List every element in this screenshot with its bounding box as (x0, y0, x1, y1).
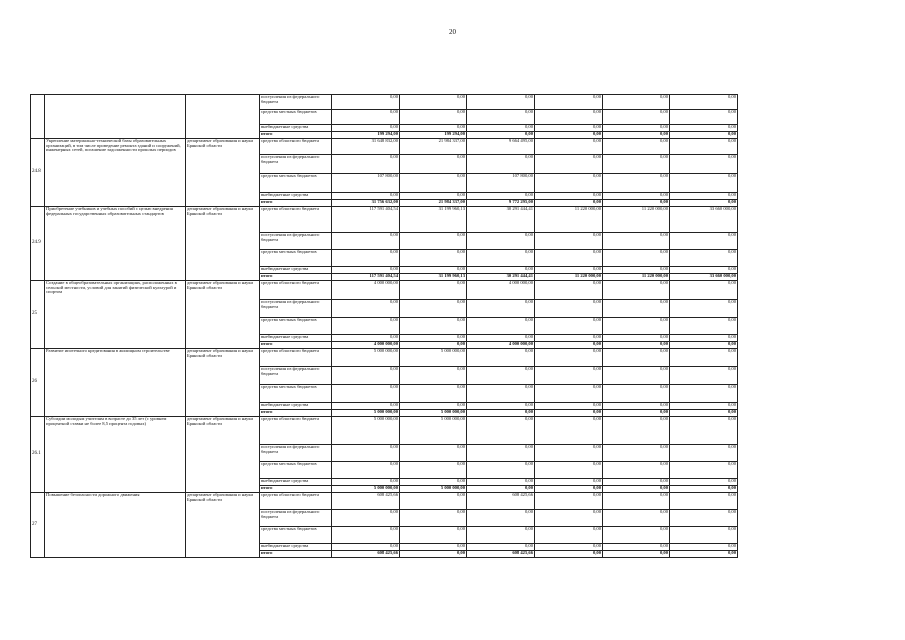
amount-cell: 0,00 (603, 385, 670, 403)
amount-cell: 608 425,66 (332, 551, 400, 558)
amount-cell: 0,00 (467, 410, 535, 417)
item-number: 25 (31, 281, 45, 349)
table-row (31, 281, 738, 300)
amount-cell: 0,00 (535, 493, 603, 510)
amount-cell: 5 000 000,00 (400, 486, 467, 493)
funding-source: внебюджетные средства (260, 544, 332, 551)
amount-cell: 0,00 (603, 281, 670, 300)
amount-cell: 0,00 (332, 403, 400, 410)
funding-source: итого (260, 486, 332, 493)
amount-cell: 0,00 (670, 300, 738, 318)
amount-cell: 0,00 (332, 95, 400, 110)
amount-cell: 0,00 (332, 155, 400, 174)
page-number: 20 (449, 28, 456, 36)
amount-cell: 0,00 (603, 174, 670, 193)
amount-cell: 0,00 (332, 544, 400, 551)
amount-cell: 0,00 (670, 200, 738, 207)
amount-cell: 0,00 (467, 349, 535, 367)
amount-cell: 9 772 295,00 (467, 200, 535, 207)
amount-cell: 0,00 (603, 95, 670, 110)
amount-cell: 0,00 (535, 410, 603, 417)
funding-source: внебюджетные средства (260, 267, 332, 274)
amount-cell: 0,00 (400, 233, 467, 250)
funding-source: итого (260, 274, 332, 281)
amount-cell: 0,00 (467, 318, 535, 335)
amount-cell: 0,00 (670, 267, 738, 274)
amount-cell: 4 000 000,00 (467, 281, 535, 300)
item-description: Приобретение учебников и учебных пособий с целью внедрения федеральных государственных образовательных стандартов (45, 207, 186, 281)
amount-cell: 0,00 (400, 367, 467, 385)
amount-cell: 0,00 (332, 125, 400, 132)
amount-cell: 0,00 (603, 335, 670, 342)
amount-cell: 0,00 (467, 510, 535, 527)
amount-cell: 0,00 (467, 445, 535, 462)
amount-cell: 0,00 (400, 462, 467, 479)
funding-source: поступления из федерального бюджета (260, 233, 332, 250)
amount-cell: 0,00 (467, 479, 535, 486)
amount-cell: 0,00 (535, 318, 603, 335)
amount-cell: 0,00 (400, 267, 467, 274)
amount-cell: 0,00 (535, 385, 603, 403)
funding-source: итого (260, 342, 332, 349)
amount-cell: 0,00 (535, 510, 603, 527)
item-description: Укрепление материально-технической базы образовательных организаций, в том числе проведение ремонта зданий и сооружений, инженерных сетей, погашение задолженности прошлых периодов (45, 139, 186, 207)
amount-cell: 117 591 404,54 (332, 207, 400, 233)
amount-cell: 0,00 (670, 462, 738, 479)
amount-cell: 0,00 (670, 510, 738, 527)
amount-cell: 0,00 (400, 479, 467, 486)
amount-cell: 11 220 000,00 (603, 207, 670, 233)
amount-cell: 0,00 (400, 342, 467, 349)
amount-cell: 0,00 (535, 349, 603, 367)
amount-cell: 0,00 (535, 342, 603, 349)
amount-cell: 0,00 (670, 342, 738, 349)
amount-cell: 0,00 (467, 250, 535, 267)
amount-cell: 0,00 (603, 479, 670, 486)
amount-cell: 33 660 000,00 (670, 207, 738, 233)
item-description: Субсидии молодым учителям в возрасте до 35 лет (с уровнем процентной ставки не более 8,5 процента годовых) (45, 417, 186, 493)
funding-source: поступления из федерального бюджета (260, 300, 332, 318)
amount-cell: 0,00 (467, 486, 535, 493)
amount-cell: 0,00 (535, 267, 603, 274)
amount-cell: 0,00 (400, 551, 467, 558)
amount-cell: 0,00 (535, 125, 603, 132)
funding-source: средства областного бюджета (260, 207, 332, 233)
amount-cell: 21 984 337,00 (400, 139, 467, 155)
amount-cell: 0,00 (332, 300, 400, 318)
amount-cell: 0,00 (332, 318, 400, 335)
amount-cell: 0,00 (535, 367, 603, 385)
amount-cell: 0,00 (467, 300, 535, 318)
amount-cell: 0,00 (535, 281, 603, 300)
amount-cell: 0,00 (670, 250, 738, 267)
amount-cell: 0,00 (400, 174, 467, 193)
amount-cell: 0,00 (603, 403, 670, 410)
item-description: Повышение безопасности дорожного движения (45, 493, 186, 558)
amount-cell: 0,00 (535, 335, 603, 342)
amount-cell: 0,00 (603, 200, 670, 207)
item-number: 27 (31, 493, 45, 558)
amount-cell: 0,00 (400, 125, 467, 132)
amount-cell: 0,00 (332, 250, 400, 267)
funding-source: средства местных бюджетов (260, 250, 332, 267)
amount-cell: 0,00 (400, 445, 467, 462)
amount-cell: 0,00 (467, 335, 535, 342)
table-row (31, 139, 738, 155)
amount-cell: 0,00 (332, 510, 400, 527)
amount-cell: 4 000 000,00 (332, 281, 400, 300)
amount-cell: 0,00 (535, 250, 603, 267)
amount-cell: 0,00 (603, 300, 670, 318)
amount-cell: 0,00 (670, 318, 738, 335)
amount-cell: 0,00 (400, 95, 467, 110)
amount-cell: 11 220 000,00 (603, 274, 670, 281)
amount-cell: 0,00 (670, 349, 738, 367)
amount-cell: 0,00 (670, 125, 738, 132)
amount-cell: 0,00 (535, 417, 603, 445)
amount-cell: 0,00 (332, 479, 400, 486)
amount-cell: 0,00 (603, 510, 670, 527)
item-description: Развитие ипотечного кредитования в жилищном строительстве (45, 349, 186, 417)
amount-cell: 0,00 (467, 95, 535, 110)
amount-cell: 0,00 (467, 267, 535, 274)
amount-cell: 0,00 (467, 367, 535, 385)
amount-cell: 0,00 (400, 527, 467, 544)
amount-cell: 0,00 (400, 493, 467, 510)
amount-cell: 0,00 (467, 544, 535, 551)
amount-cell: 0,00 (670, 193, 738, 200)
table-row (31, 95, 738, 110)
amount-cell: 0,00 (467, 385, 535, 403)
funding-source: внебюджетные средства (260, 125, 332, 132)
amount-cell: 0,00 (400, 335, 467, 342)
amount-cell: 0,00 (467, 417, 535, 445)
amount-cell: 0,00 (535, 193, 603, 200)
amount-cell: 0,00 (603, 125, 670, 132)
amount-cell: 0,00 (670, 367, 738, 385)
amount-cell: 0,00 (535, 174, 603, 193)
amount-cell: 0,00 (535, 200, 603, 207)
funding-source: итого (260, 132, 332, 139)
amount-cell: 0,00 (670, 155, 738, 174)
amount-cell: 0,00 (603, 250, 670, 267)
amount-cell: 0,00 (670, 403, 738, 410)
amount-cell: 30 291 444,41 (467, 207, 535, 233)
amount-cell: 4 000 000,00 (467, 342, 535, 349)
amount-cell: 199 294,00 (400, 132, 467, 139)
amount-cell: 4 000 000,00 (332, 342, 400, 349)
amount-cell: 0,00 (603, 367, 670, 385)
amount-cell: 5 000 000,00 (400, 349, 467, 367)
amount-cell: 0,00 (603, 410, 670, 417)
amount-cell: 0,00 (603, 349, 670, 367)
amount-cell: 0,00 (400, 155, 467, 174)
amount-cell: 0,00 (535, 110, 603, 125)
amount-cell: 0,00 (670, 139, 738, 155)
amount-cell: 0,00 (400, 250, 467, 267)
amount-cell: 0,00 (332, 193, 400, 200)
amount-cell: 0,00 (467, 462, 535, 479)
amount-cell: 0,00 (603, 318, 670, 335)
funding-source: средства местных бюджетов (260, 110, 332, 125)
amount-cell: 0,00 (400, 403, 467, 410)
amount-cell: 0,00 (535, 233, 603, 250)
amount-cell: 0,00 (670, 110, 738, 125)
amount-cell: 0,00 (332, 110, 400, 125)
table-row (31, 349, 738, 367)
amount-cell: 0,00 (535, 479, 603, 486)
amount-cell: 199 294,00 (332, 132, 400, 139)
amount-cell: 0,00 (603, 139, 670, 155)
amount-cell: 0,00 (400, 385, 467, 403)
funding-source: внебюджетные средства (260, 403, 332, 410)
amount-cell: 0,00 (535, 132, 603, 139)
amount-cell: 0,00 (603, 342, 670, 349)
amount-cell: 0,00 (400, 110, 467, 125)
amount-cell: 5 000 000,00 (400, 417, 467, 445)
amount-cell: 0,00 (467, 193, 535, 200)
amount-cell: 5 000 000,00 (332, 410, 400, 417)
amount-cell: 0,00 (535, 527, 603, 544)
funding-source: средства областного бюджета (260, 417, 332, 445)
amount-cell: 0,00 (467, 527, 535, 544)
amount-cell: 0,00 (603, 132, 670, 139)
amount-cell: 0,00 (670, 486, 738, 493)
amount-cell: 0,00 (535, 445, 603, 462)
amount-cell: 0,00 (400, 281, 467, 300)
amount-cell: 0,00 (535, 139, 603, 155)
funding-source: поступления из федерального бюджета (260, 367, 332, 385)
funding-source: итого (260, 551, 332, 558)
amount-cell: 0,00 (535, 551, 603, 558)
amount-cell: 0,00 (670, 174, 738, 193)
funding-source: поступления из федерального бюджета (260, 510, 332, 527)
funding-source: средства местных бюджетов (260, 527, 332, 544)
amount-cell: 21 984 337,00 (400, 200, 467, 207)
amount-cell: 0,00 (670, 479, 738, 486)
amount-cell: 33 660 000,00 (670, 274, 738, 281)
amount-cell: 0,00 (332, 445, 400, 462)
funding-source: поступления из федерального бюджета (260, 445, 332, 462)
amount-cell: 0,00 (603, 527, 670, 544)
amount-cell: 0,00 (535, 462, 603, 479)
funding-source: внебюджетные средства (260, 193, 332, 200)
amount-cell: 0,00 (400, 318, 467, 335)
amount-cell: 608 425,66 (467, 493, 535, 510)
amount-cell: 117 591 404,54 (332, 274, 400, 281)
amount-cell: 0,00 (603, 110, 670, 125)
amount-cell: 0,00 (670, 493, 738, 510)
amount-cell: 0,00 (603, 417, 670, 445)
amount-cell: 0,00 (400, 544, 467, 551)
amount-cell: 0,00 (535, 403, 603, 410)
amount-cell: 0,00 (603, 551, 670, 558)
amount-cell: 107 800,00 (332, 174, 400, 193)
amount-cell: 31 756 632,00 (332, 200, 400, 207)
funding-source: средства областного бюджета (260, 281, 332, 300)
amount-cell: 0,00 (332, 385, 400, 403)
item-description (45, 95, 186, 139)
amount-cell: 31 199 960,13 (400, 274, 467, 281)
amount-cell: 0,00 (332, 527, 400, 544)
amount-cell: 0,00 (670, 417, 738, 445)
item-number: 26.1 (31, 417, 45, 493)
amount-cell: 0,00 (535, 544, 603, 551)
amount-cell: 5 000 000,00 (332, 486, 400, 493)
amount-cell: 9 664 495,00 (467, 139, 535, 155)
item-number: 24.8 (31, 139, 45, 207)
amount-cell: 0,00 (400, 300, 467, 318)
amount-cell: 0,00 (467, 125, 535, 132)
amount-cell: 0,00 (670, 281, 738, 300)
amount-cell: 0,00 (670, 335, 738, 342)
amount-cell: 0,00 (535, 155, 603, 174)
amount-cell: 0,00 (467, 233, 535, 250)
amount-cell: 0,00 (467, 110, 535, 125)
responsible-department: департамент образования и науки Брянской области (186, 349, 260, 417)
funding-source: итого (260, 410, 332, 417)
funding-source: поступления из федерального бюджета (260, 95, 332, 110)
amount-cell: 30 291 444,41 (467, 274, 535, 281)
funding-source: средства местных бюджетов (260, 462, 332, 479)
amount-cell: 31 199 960,13 (400, 207, 467, 233)
responsible-department: департамент образования и науки Брянской области (186, 139, 260, 207)
amount-cell: 11 220 000,00 (535, 207, 603, 233)
amount-cell: 0,00 (467, 155, 535, 174)
amount-cell: 107 800,00 (467, 174, 535, 193)
amount-cell: 5 000 000,00 (332, 349, 400, 367)
funding-source: средства областного бюджета (260, 139, 332, 155)
item-number: 24.9 (31, 207, 45, 281)
funding-source: поступления из федерального бюджета (260, 155, 332, 174)
item-number (31, 95, 45, 139)
amount-cell: 0,00 (670, 445, 738, 462)
funding-source: итого (260, 200, 332, 207)
amount-cell: 0,00 (535, 95, 603, 110)
amount-cell: 0,00 (670, 527, 738, 544)
amount-cell: 608 425,66 (467, 551, 535, 558)
amount-cell: 0,00 (670, 132, 738, 139)
amount-cell: 0,00 (400, 510, 467, 527)
funding-source: внебюджетные средства (260, 479, 332, 486)
amount-cell: 0,00 (603, 233, 670, 250)
table-row (31, 493, 738, 510)
amount-cell: 0,00 (670, 544, 738, 551)
amount-cell: 5 000 000,00 (400, 410, 467, 417)
funding-source: средства местных бюджетов (260, 174, 332, 193)
amount-cell: 0,00 (535, 486, 603, 493)
funding-source: внебюджетные средства (260, 335, 332, 342)
table-row (31, 417, 738, 445)
amount-cell: 0,00 (603, 445, 670, 462)
responsible-department: департамент образования и науки Брянской области (186, 281, 260, 349)
amount-cell: 0,00 (670, 410, 738, 417)
amount-cell: 0,00 (603, 486, 670, 493)
amount-cell: 0,00 (603, 267, 670, 274)
funding-source: средства местных бюджетов (260, 318, 332, 335)
amount-cell: 0,00 (670, 95, 738, 110)
amount-cell: 0,00 (603, 544, 670, 551)
amount-cell: 0,00 (400, 193, 467, 200)
amount-cell: 0,00 (603, 193, 670, 200)
amount-cell: 0,00 (332, 335, 400, 342)
amount-cell: 0,00 (332, 233, 400, 250)
amount-cell: 0,00 (603, 155, 670, 174)
responsible-department (186, 95, 260, 139)
amount-cell: 0,00 (603, 462, 670, 479)
item-description: Создание в общеобразовательных организациях, расположенных в сельской местности, условий для занятий физической культурой и спортом (45, 281, 186, 349)
funding-source: средства областного бюджета (260, 349, 332, 367)
amount-cell: 0,00 (670, 551, 738, 558)
amount-cell: 31 648 832,00 (332, 139, 400, 155)
amount-cell: 608 425,66 (332, 493, 400, 510)
table-row (31, 207, 738, 233)
amount-cell: 0,00 (670, 233, 738, 250)
amount-cell: 11 220 000,00 (535, 274, 603, 281)
amount-cell: 0,00 (467, 403, 535, 410)
funding-source: средства областного бюджета (260, 493, 332, 510)
amount-cell: 0,00 (670, 385, 738, 403)
amount-cell: 0,00 (332, 267, 400, 274)
funding-source: средства местных бюджетов (260, 385, 332, 403)
amount-cell: 5 000 000,00 (332, 417, 400, 445)
responsible-department: департамент образования и науки Брянской области (186, 207, 260, 281)
item-number: 26 (31, 349, 45, 417)
budget-table (30, 94, 738, 558)
responsible-department: департамент образования и науки Брянской области (186, 417, 260, 493)
amount-cell: 0,00 (332, 462, 400, 479)
amount-cell: 0,00 (332, 367, 400, 385)
amount-cell: 0,00 (603, 493, 670, 510)
amount-cell: 0,00 (535, 300, 603, 318)
responsible-department: департамент образования и науки Брянской области (186, 493, 260, 558)
amount-cell: 0,00 (467, 132, 535, 139)
